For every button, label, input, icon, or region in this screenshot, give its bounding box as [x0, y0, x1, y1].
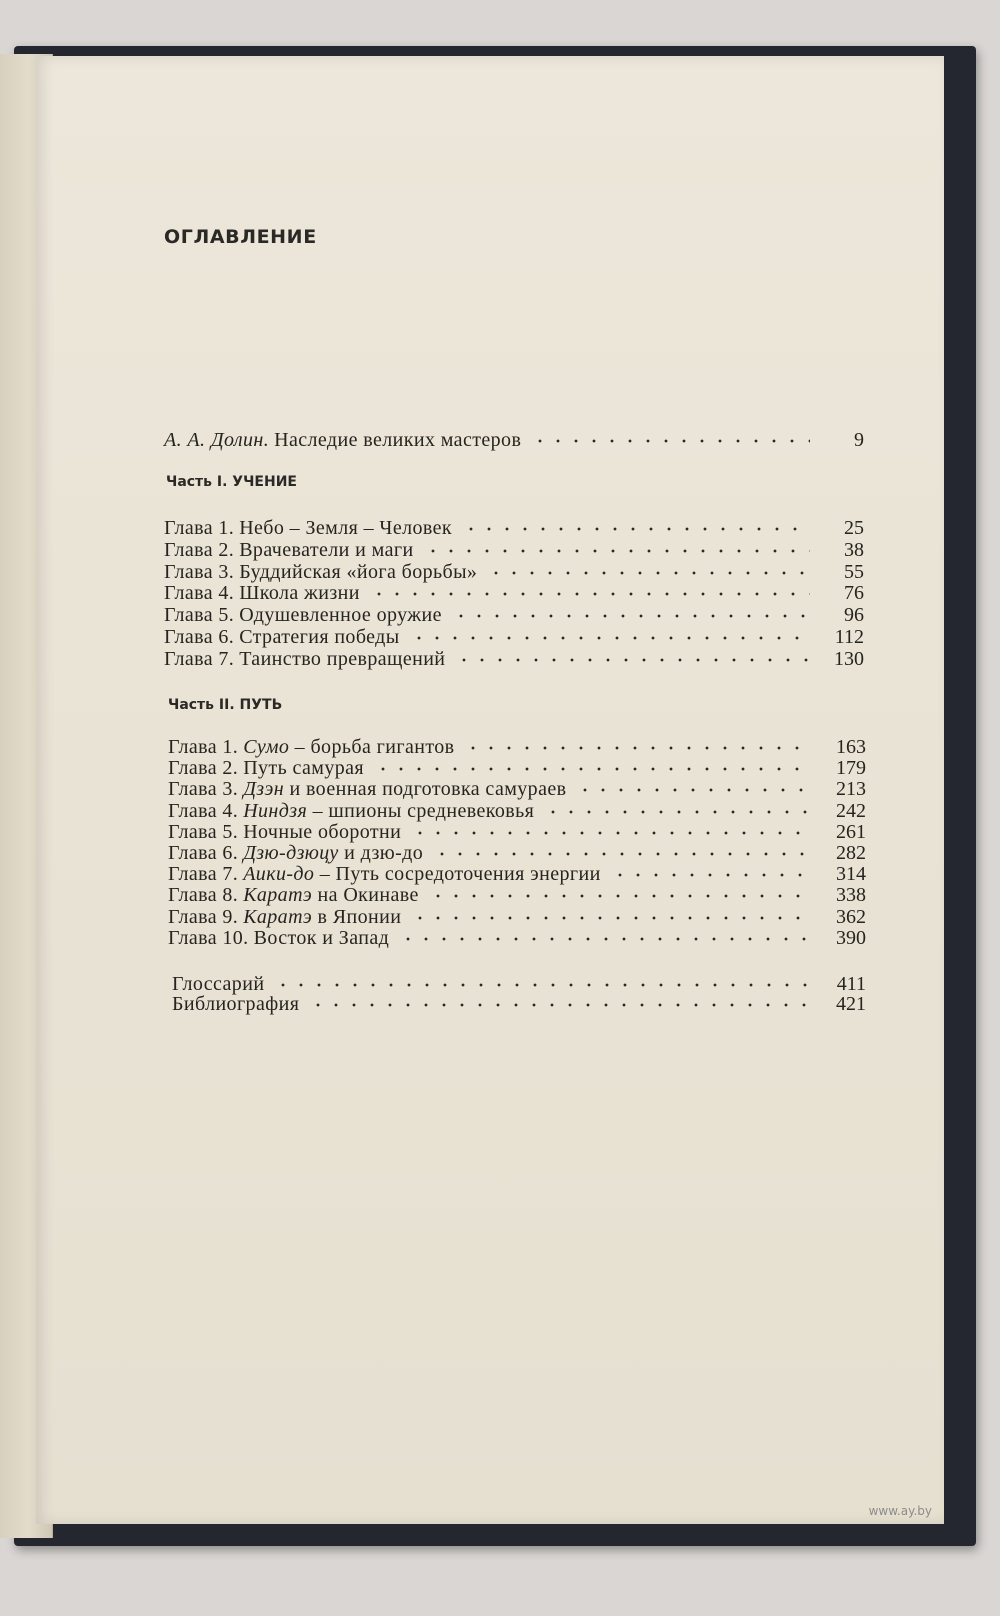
- page-number: 390: [836, 926, 866, 949]
- chapter-number: Глава 6.: [164, 626, 235, 648]
- page-number: 163: [836, 736, 866, 758]
- dot-leader: [399, 933, 812, 943]
- chapter-number: Глава 9.: [168, 905, 239, 928]
- toc-title: ОГЛАВЛЕНИЕ: [164, 226, 317, 248]
- chapter-italic-term: Ниндзя: [243, 799, 308, 822]
- dot-leader: [611, 869, 812, 879]
- chapter-number: Глава 3.: [168, 778, 239, 801]
- dot-leader: [544, 806, 812, 816]
- dot-leader: [411, 827, 812, 837]
- chapter-title: Ночные оборотни: [243, 820, 402, 843]
- chapter-number: Глава 1.: [168, 736, 239, 758]
- chapter-entry: [168, 736, 866, 758]
- chapter-title: в Японии: [312, 905, 402, 928]
- page-number: 362: [836, 905, 866, 928]
- chapter-title: Небо – Земля – Человек: [239, 517, 452, 539]
- chapter-number: Глава 4.: [168, 799, 239, 822]
- appendix-title: Глоссарий: [172, 973, 265, 995]
- dot-leader: [455, 654, 810, 664]
- chapter-number: Глава 6.: [168, 842, 239, 864]
- dot-leader: [424, 545, 810, 555]
- chapter-entry: [168, 778, 866, 800]
- chapter-italic-term: Дзэн: [243, 778, 285, 801]
- chapter-italic-term: Дзю-дзюцу: [243, 842, 339, 864]
- dot-leader: [433, 848, 812, 858]
- page-number: 96: [844, 604, 864, 627]
- page-number: 261: [836, 820, 866, 843]
- chapter-entry: [168, 800, 866, 822]
- chapter-title: Школа жизни: [239, 582, 360, 605]
- dot-leader: [309, 999, 812, 1009]
- dot-leader: [410, 632, 810, 642]
- page-number: 421: [836, 993, 866, 1015]
- dot-leader: [487, 567, 810, 577]
- watermark: www.ay.by: [868, 1504, 932, 1518]
- chapter-entry: [168, 884, 866, 906]
- dot-leader: [464, 742, 812, 752]
- chapter-title: Стратегия победы: [239, 626, 400, 648]
- chapter-entry: [168, 842, 866, 864]
- dot-leader: [576, 784, 812, 794]
- chapter-number: Глава 7.: [168, 863, 239, 886]
- chapter-title: на Окинаве: [312, 884, 419, 907]
- dot-leader: [462, 523, 810, 533]
- chapter-number: Глава 3.: [164, 560, 235, 583]
- page-number: 112: [834, 626, 864, 648]
- appendix-title: Библиография: [172, 993, 300, 1015]
- chapter-title: – Путь сосредоточения энергии: [314, 863, 601, 886]
- chapter-entry: [168, 927, 866, 949]
- chapter-number: Глава 2.: [168, 757, 239, 780]
- dot-leader: [411, 912, 812, 922]
- chapter-entry: [168, 906, 866, 928]
- chapter-entry: [164, 626, 864, 648]
- chapter-entry: [168, 863, 866, 885]
- chapter-title: – шпионы средневековья: [307, 799, 535, 822]
- page-number: 38: [844, 538, 864, 561]
- chapter-title: Одушевленное оружие: [239, 604, 442, 627]
- intro-title: Наследие великих мастеров: [274, 429, 522, 451]
- page-number: 9: [854, 429, 864, 451]
- chapter-entry: [164, 539, 864, 561]
- dot-leader: [274, 979, 812, 989]
- chapter-entry: [164, 604, 864, 626]
- chapter-title: Восток и Запад: [253, 926, 390, 949]
- page-number: 179: [836, 757, 866, 780]
- chapter-number: Глава 10.: [168, 926, 249, 949]
- page-number: 314: [836, 863, 866, 886]
- dot-leader: [452, 610, 810, 620]
- chapter-title: Путь самурая: [243, 757, 365, 780]
- chapter-number: Глава 4.: [164, 582, 235, 605]
- chapter-entry: [168, 757, 866, 779]
- chapter-italic-term: Каратэ: [243, 905, 313, 928]
- dot-leader: [429, 890, 812, 900]
- page-number: 213: [836, 778, 866, 801]
- dot-leader: [370, 588, 810, 598]
- page-number: 242: [836, 799, 866, 822]
- intro-author: А. А. Долин.: [164, 429, 270, 451]
- chapter-number: Глава 1.: [164, 517, 235, 539]
- chapter-italic-term: Сумо: [243, 736, 290, 758]
- part-2-title: Часть II. ПУТЬ: [168, 697, 283, 713]
- dot-leader: [374, 763, 812, 773]
- page-number: 25: [844, 517, 864, 539]
- page-number: 76: [844, 582, 864, 605]
- part-1-title: Часть I. УЧЕНИЕ: [166, 474, 297, 490]
- chapter-italic-term: Каратэ: [243, 884, 313, 907]
- chapter-title: – борьба гигантов: [289, 736, 455, 758]
- page-number: 411: [836, 973, 866, 995]
- chapter-title: Таинство превращений: [239, 647, 446, 670]
- page-number: 55: [844, 560, 864, 583]
- chapter-number: Глава 2.: [164, 538, 235, 561]
- chapter-entry: [168, 821, 866, 843]
- page-number: 338: [836, 884, 866, 907]
- chapter-entry: [164, 582, 864, 604]
- intro-entry: [164, 429, 864, 451]
- chapter-number: Глава 5.: [164, 604, 235, 627]
- book-page: [36, 56, 944, 1524]
- appendix-entry: [172, 973, 866, 995]
- chapter-number: Глава 7.: [164, 647, 235, 670]
- chapter-title: Буддийская «йога борьбы»: [239, 560, 478, 583]
- dot-leader: [531, 435, 810, 445]
- appendix-entry: [172, 993, 866, 1015]
- chapter-italic-term: Аики-до: [243, 863, 315, 886]
- chapter-title: Врачеватели и маги: [239, 538, 414, 561]
- page-number: 130: [834, 647, 864, 670]
- chapter-number: Глава 5.: [168, 820, 239, 843]
- chapter-title: и военная подготовка самураев: [284, 778, 567, 801]
- chapter-title: и дзю-до: [338, 842, 424, 864]
- chapter-entry: [164, 648, 864, 670]
- chapter-entry: [164, 517, 864, 539]
- chapter-number: Глава 8.: [168, 884, 239, 907]
- chapter-entry: [164, 561, 864, 583]
- page-number: 282: [836, 842, 866, 864]
